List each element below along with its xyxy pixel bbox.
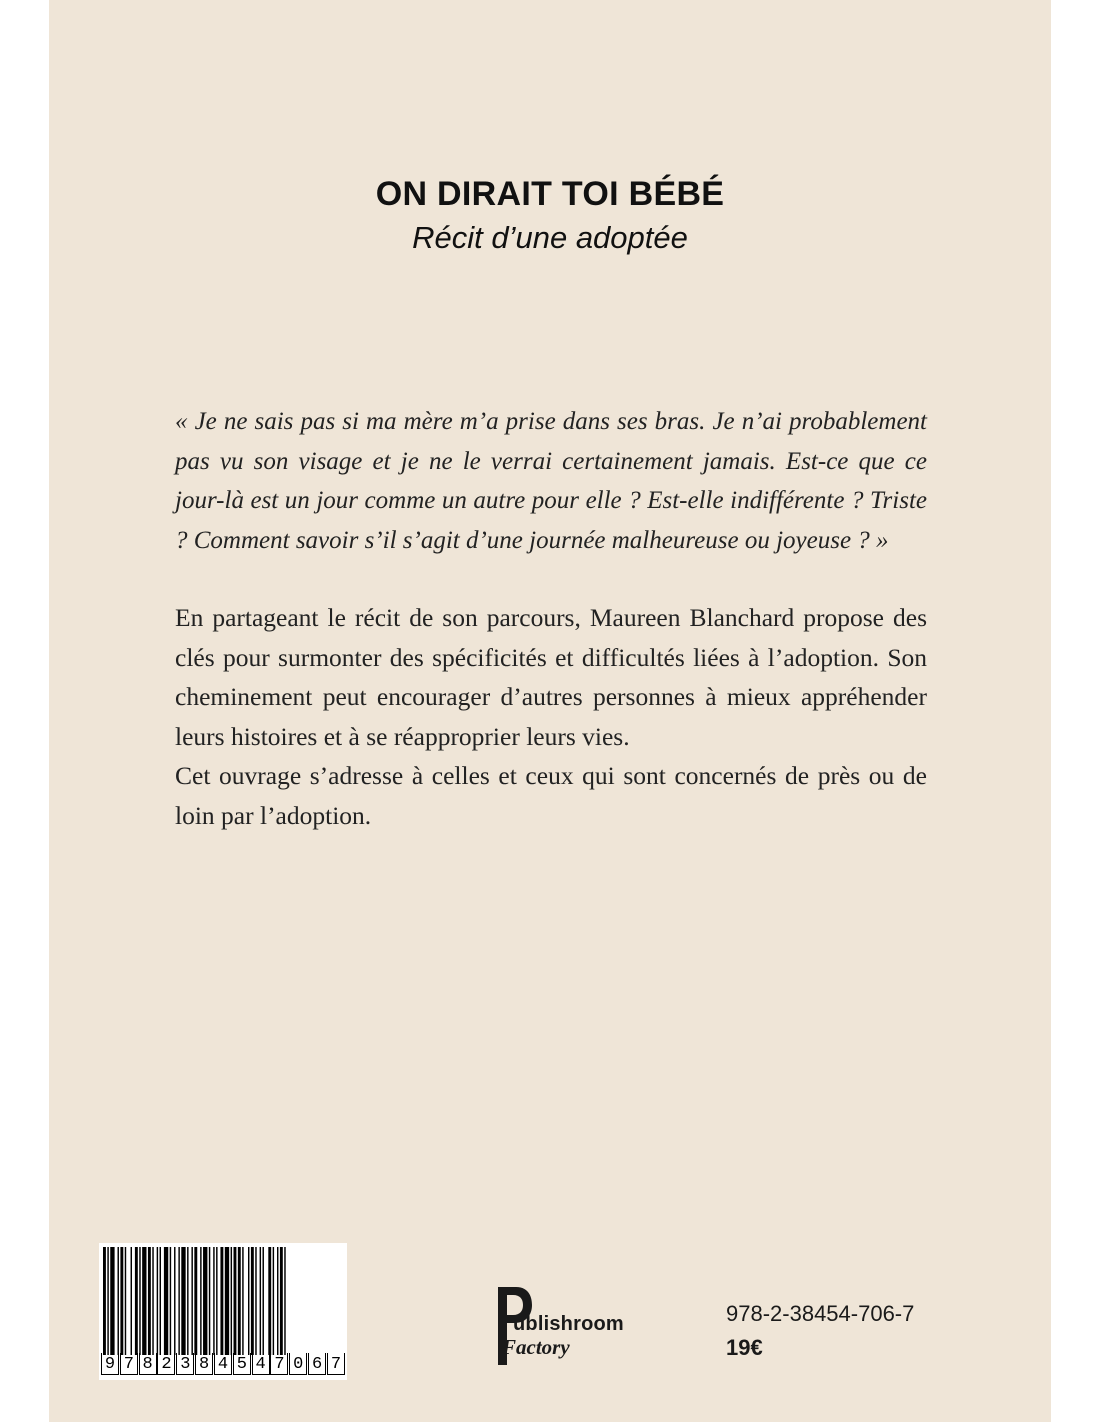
barcode-bar <box>280 1247 283 1355</box>
barcode-bar <box>231 1247 232 1355</box>
barcode-digit: 7 <box>120 1353 138 1375</box>
excerpt-quote: « Je ne sais pas si ma mère m’a prise dans ses bras. Je n’ai probablement pas vu son visage et je ne le verrai certainement jamais. Est-ce que ce jour-là est un jour comme un autre pour elle ? Est-elle indifférente ? Triste ? Comment savoir s’il s’agit d’une journée malheureuse ou joyeuse ? » <box>175 408 927 554</box>
barcode-bar <box>220 1247 223 1355</box>
barcode-bar <box>284 1247 285 1355</box>
barcode-bar <box>209 1247 210 1355</box>
barcode-bar <box>216 1247 217 1355</box>
book-description <box>175 598 927 835</box>
book-subtitle: Récit d’une adoptée <box>412 220 688 255</box>
barcode-bar <box>160 1247 161 1355</box>
barcode-digit: 8 <box>195 1353 213 1375</box>
barcode-bar <box>260 1247 261 1355</box>
barcode-bar <box>181 1247 185 1355</box>
description-paragraph: Cet ouvrage s’adresse à celles et ceux qui sont concernés de près ou de loin par l’adoption. <box>175 761 927 830</box>
barcode-bar <box>120 1247 123 1355</box>
barcode-bar <box>191 1247 192 1355</box>
barcode-bar <box>194 1247 197 1355</box>
barcode-bar <box>164 1247 168 1355</box>
barcode-bar <box>213 1247 214 1355</box>
barcode-bar <box>174 1247 175 1355</box>
barcode-digit: 9 <box>101 1353 119 1375</box>
barcode-digit: 4 <box>214 1353 232 1375</box>
barcode-digit: 2 <box>157 1353 175 1375</box>
barcode-bar <box>203 1247 207 1355</box>
barcode-bar <box>139 1247 140 1355</box>
barcode-bar <box>234 1247 237 1355</box>
barcode-bar <box>103 1247 106 1355</box>
barcode-bar <box>152 1247 153 1355</box>
barcode-bar <box>268 1247 271 1355</box>
barcode-digit: 0 <box>289 1353 307 1375</box>
barcode-digit: 3 <box>176 1353 194 1375</box>
barcode-bar <box>273 1247 274 1355</box>
barcode-digit: 4 <box>252 1353 270 1375</box>
barcode-bar <box>187 1247 188 1355</box>
barcode-digit: 5 <box>233 1353 251 1375</box>
barcode-bar <box>157 1247 158 1355</box>
barcode-bar <box>200 1247 201 1355</box>
barcode-bar <box>238 1247 241 1355</box>
barcode-bar <box>135 1247 138 1355</box>
barcode-bar <box>242 1247 243 1355</box>
barcode-digits <box>101 1353 345 1377</box>
barcode-bar <box>131 1247 132 1355</box>
publisher-name: ublishroom <box>513 1313 624 1335</box>
barcode-digit: 6 <box>308 1353 326 1375</box>
isbn-number: 978-2-38454-706-7 <box>726 1301 915 1326</box>
barcode-digit: 7 <box>270 1353 288 1375</box>
barcode <box>99 1243 347 1380</box>
publisher-subname: Factory <box>502 1335 570 1359</box>
barcode-bar <box>148 1247 151 1355</box>
barcode-bar <box>178 1247 179 1355</box>
barcode-bar <box>255 1247 256 1355</box>
title-block <box>49 172 1051 260</box>
barcode-bar <box>142 1247 146 1355</box>
barcode-bar <box>225 1247 229 1355</box>
back-cover <box>49 0 1051 1422</box>
barcode-bar <box>170 1247 171 1355</box>
barcode-bar <box>125 1247 126 1355</box>
barcode-bar <box>277 1247 278 1355</box>
barcode-bar <box>110 1247 114 1355</box>
barcode-digit: 7 <box>327 1353 345 1375</box>
barcode-bar <box>118 1247 119 1355</box>
book-title: ON DIRAIT TOI BÉBÉ <box>375 175 725 213</box>
barcode-bar <box>251 1247 254 1355</box>
publisher-logo <box>496 1285 646 1370</box>
barcode-bar <box>248 1247 249 1355</box>
description-paragraph: En partageant le récit de son parcours, Maureen Blanchard propose des clés pour surmonter des spécificités et difficultés liées à l’adoption. Son cheminement peut encourager d’autres personnes à mieux appréhender leurs histoires et à se réapproprier leurs vies. <box>175 603 927 751</box>
barcode-bar <box>263 1247 264 1355</box>
barcode-digit: 8 <box>139 1353 157 1375</box>
barcode-bar <box>107 1247 108 1355</box>
book-price: 19€ <box>726 1335 763 1360</box>
